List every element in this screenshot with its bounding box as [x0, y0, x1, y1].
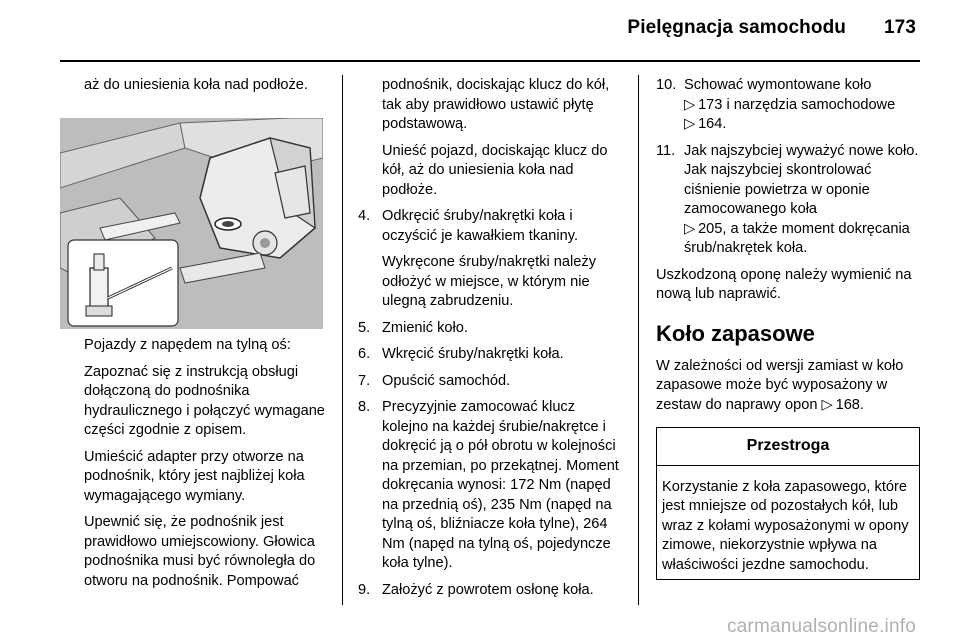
page-number: 173 [883, 17, 916, 38]
page-ref[interactable]: 173 [698, 96, 723, 113]
list-item: 8. Precyzyjnie zamocować klucz kolejno na każdej śrubie/nakrętce i dokręcić ją o pół obrotu w kolejności na przemian, po przekątnej. Moment dokręcania wynosi: 172 Nm (napęd na przednią oś), 235 Nm (napęd na tylną oś, bliźniacze koła tylne), 264 Nm (napęd na tylną oś, pojedyncze koła tylne). [358, 399, 619, 571]
column-3 [656, 76, 920, 580]
column-divider-2 [638, 75, 639, 605]
warning-text: Korzystanie z koła zapasowego, które jest mniejsze od pozostałych kół, lub wraz z kołami wyposażonymi w opony zimowe, niekorzystnie wpływa na właściwości jezdne samochodu. [662, 478, 909, 573]
col1-paragraph-2: Umieścić adapter przy otworze na podnośnik, który jest najbliżej koła wymagającego wymiany. [84, 448, 305, 504]
steps-list-continued [656, 76, 920, 259]
cross-reference-icon[interactable]: ▷ [684, 116, 696, 132]
page-ref[interactable]: 205, [698, 220, 727, 237]
col1-intro: aż do uniesienia koła nad podłoże. [84, 77, 308, 93]
col2-intro-2: Unieść pojazd, dociskając klucz do kół, aż do uniesienia koła nad podłoże. [382, 142, 608, 198]
column-1 [84, 76, 324, 103]
warning-box [656, 427, 920, 580]
spare-wheel-text: W zależności od wersji zamiast w koło zapasowe może być wyposażony w zestaw do naprawy opon ▷ 168. [656, 357, 920, 416]
list-item: 7. Opuścić samochód. [358, 372, 511, 389]
list-item: 4. Odkręcić śruby/nakrętki koła i oczyścić je kawałkiem tkaniny. Wykręcone śruby/nakrętki należy odłożyć w miejsce, w którym nie ulegną zabrudzeniu. [358, 208, 596, 309]
cross-reference-icon[interactable]: ▷ [684, 96, 696, 113]
damaged-tire-note: Uszkodzoną oponę należy wymienić na nową lub naprawić. [656, 266, 912, 302]
page-ref[interactable]: 168. [835, 396, 864, 413]
col2-intro-1: podnośnik, dociskając klucz do kół, tak aby prawidłowo ustawić płytę podstawową. [382, 77, 610, 132]
column-2 [358, 76, 624, 607]
jack-illustration [60, 118, 323, 329]
list-item: 5. Zmienić koło. [358, 319, 468, 336]
page-header [627, 18, 916, 38]
column-divider-1 [342, 75, 343, 605]
cross-reference-icon[interactable]: ▷ [821, 396, 833, 413]
list-item: 11. Jak najszybciej wyważyć nowe koło. Jak najszybciej skontrolować ciśnienie powietrza w oponie zamocowanego koła ▷ 205, a także moment dokręcania śrub/nakrętek koła. [656, 142, 919, 256]
header-rule [60, 60, 920, 62]
steps-list [358, 207, 624, 600]
section-title: Pielęgnacja samochodu [627, 17, 846, 38]
list-item: 10. Schować wymontowane koło ▷ 173 i narzędzia samochodowe ▷ 164. [656, 76, 920, 135]
warning-title: Przestroga [657, 428, 919, 466]
list-item: 9. Założyć z powrotem osłonę koła. [358, 581, 594, 598]
col1-paragraph-1: Zapoznać się z instrukcją obsługi dołączoną do podnośnika hydraulicznego i połączyć wymagane części zgodnie z opisem. [84, 363, 325, 438]
rwd-heading: Pojazdy z napędem na tylną oś: [84, 337, 291, 353]
list-item: 6. Wkręcić śruby/nakrętki koła. [358, 346, 564, 362]
spare-wheel-heading: Koło zapasowe [656, 320, 815, 346]
watermark: carmanualsonline.info [726, 615, 916, 637]
column-1-lower [84, 336, 328, 598]
cross-reference-icon[interactable]: ▷ [684, 220, 696, 237]
col1-paragraph-3: Upewnić się, że podnośnik jest prawidłowo umiejscowiony. Głowica podnośnika musi być równoległa do otworu na podnośnik. Pompować [84, 514, 316, 589]
page-ref[interactable]: 164. [698, 116, 727, 132]
